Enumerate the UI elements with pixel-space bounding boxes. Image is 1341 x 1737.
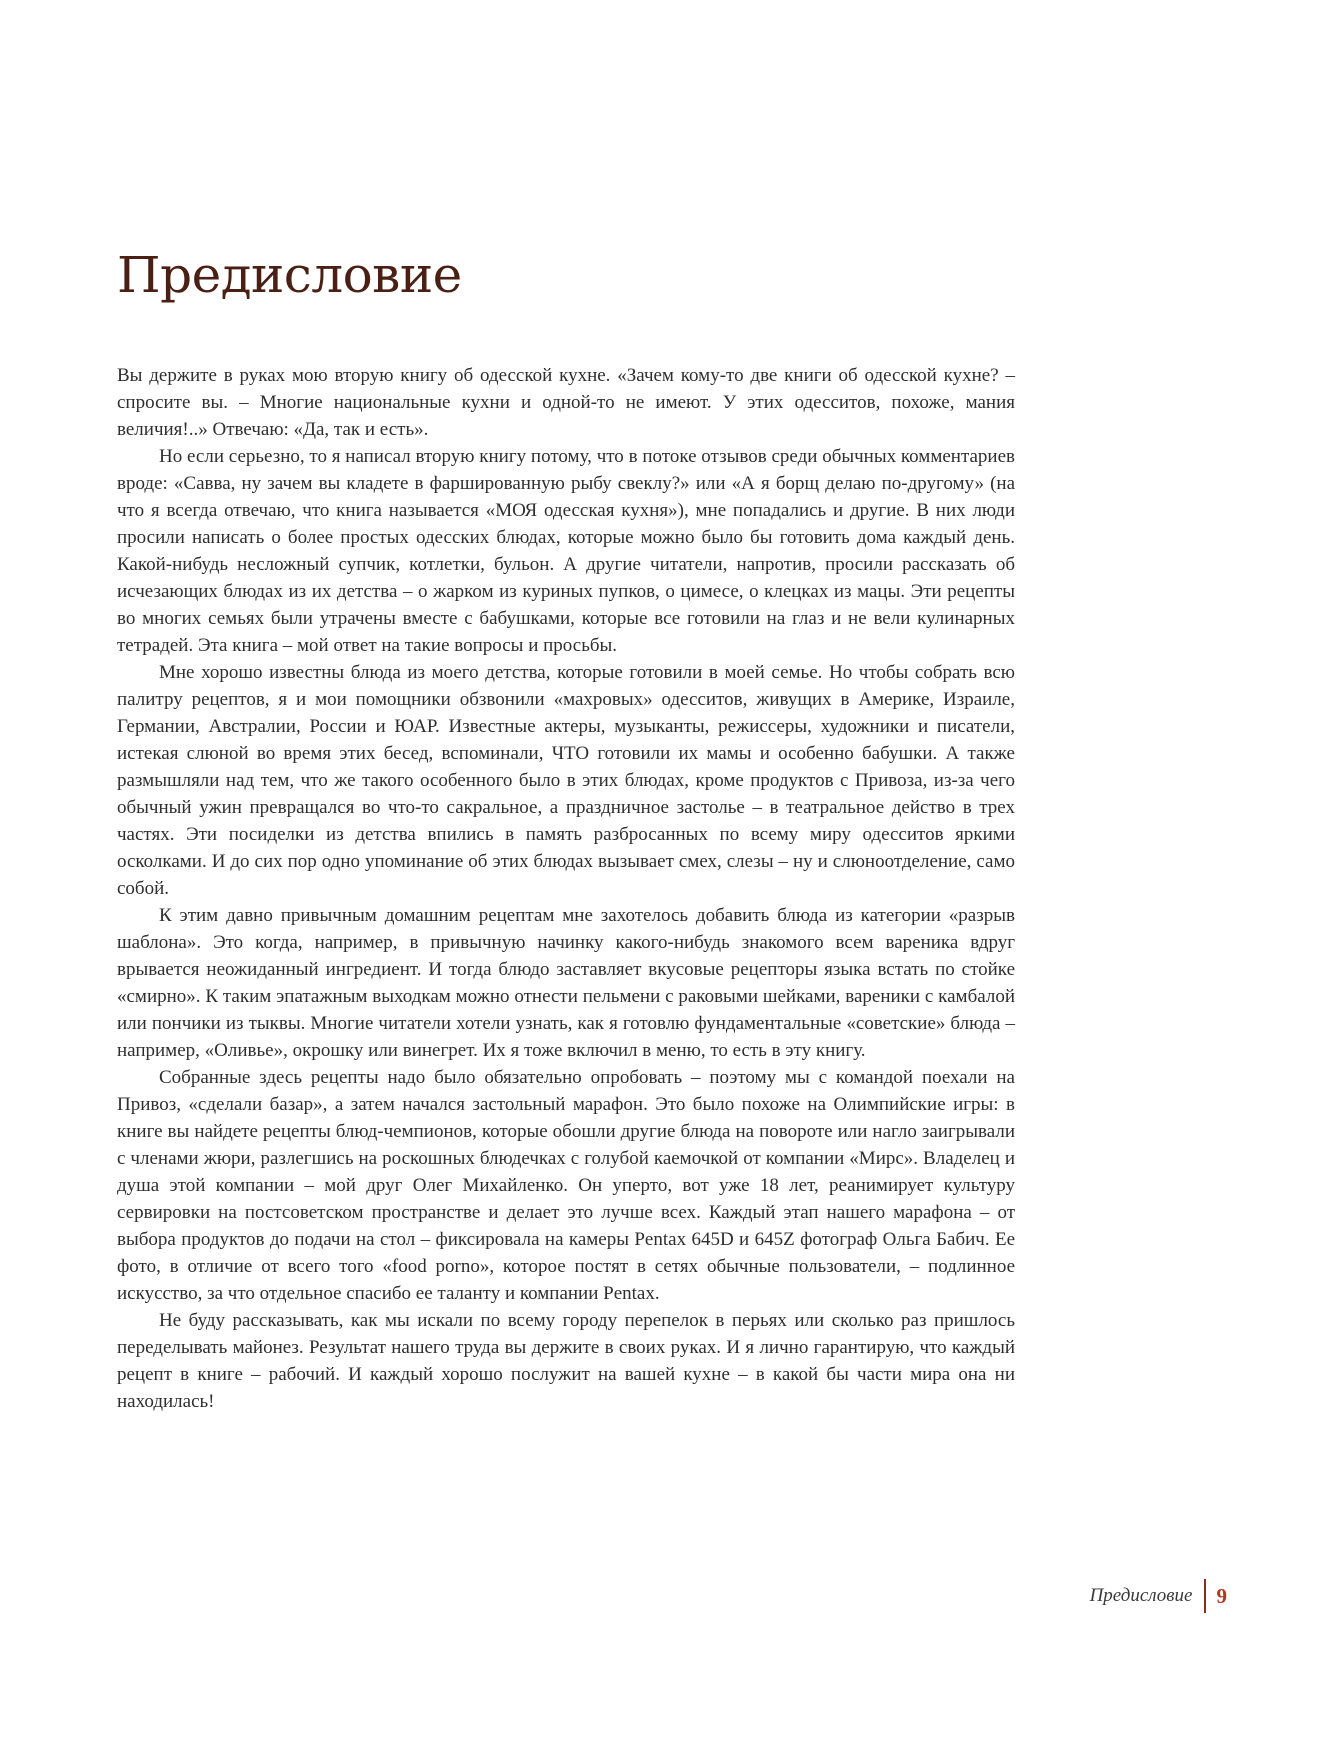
page-footer bbox=[1090, 1578, 1227, 1614]
paragraph-4: К этим давно привычным домашним рецептам мне захотелось добавить блюда из категории «разрыв шаблона». Это когда, например, в привычную начинку какого-нибудь знакомого всем вареника вдруг врывается неожиданный ингредиент. И тогда блюдо заставляет вкусовые рецепторы языка встать по стойке «смирно». К таким эпатажным выходкам можно отнести пельмени с раковыми шейками, вареники с камбалой или пончики из тыквы. Многие читатели хотели узнать, как я готовлю фундаментальные «советские» блюда – например, «Оливье», окрошку или винегрет. Их я тоже включил в меню, то есть в эту книгу. bbox=[117, 905, 1015, 1061]
body-text bbox=[117, 362, 1015, 1415]
paragraph-6: Не буду рассказывать, как мы искали по всему городу перепелок в перьях или сколько раз пришлось переделывать майонез. Результат нашего труда вы держите в своих руках. И я лично гарантирую, что каждый рецепт в книге – рабочий. И каждый хорошо послужит на вашей кухне – в какой бы части мира она ни находилась! bbox=[117, 1310, 1015, 1412]
page-number: 9 bbox=[1216, 1583, 1227, 1608]
paragraph-3: Мне хорошо известны блюда из моего детства, которые готовили в моей семье. Но чтобы собрать всю палитру рецептов, я и мои помощники обзвонили «махровых» одесситов, живущих в Америке, Израиле, Германии, Австралии, России и ЮАР. Известные актеры, музыканты, режиссеры, художники и писатели, истекая слюной во время этих бесед, вспоминали, ЧТО готовили их мамы и особенно бабушки. А также размышляли над тем, что же такого особенного было в этих блюдах, кроме продуктов с Привоза, из-за чего обычный ужин превращался во что-то сакральное, а праздничное застолье – в театральное действо в трех частях. Эти посиделки из детства впились в память разбросанных по всему миру одесситов яркими осколками. И до сих пор одно упоминание об этих блюдах вызывает смех, слезы – ну и слюноотделение, само собой. bbox=[117, 662, 1015, 899]
paragraph-1: Вы держите в руках мою вторую книгу об одесской кухне. «Зачем кому-то две книги об одесской кухне? – спросите вы. – Многие национальные кухни и одной-то не имеют. У этих одесситов, похоже, мания величия!..» Отвечаю: «Да, так и есть». bbox=[117, 365, 1015, 440]
paragraph-2: Но если серьезно, то я написал вторую книгу потому, что в потоке отзывов среди обычных комментариев вроде: «Савва, ну зачем вы кладете в фаршированную рыбу свеклу?» или «А я борщ делаю по-другому» (на что я всегда отвечаю, что книга называется «МОЯ одесская кухня»), мне попадались и другие. В них люди просили написать о более простых одесских блюдах, которые можно было бы готовить дома каждый день. Какой-нибудь несложный супчик, котлетки, бульон. А другие читатели, напротив, просили рассказать об исчезающих блюдах из их детства – о жарком из куриных пупков, о цимесе, о клецках из мацы. Эти рецепты во многих семьях были утрачены вместе с бабушками, которые все готовили на глаз и не вели кулинарных тетрадей. Эта книга – мой ответ на такие вопросы и просьбы. bbox=[117, 446, 1015, 656]
running-section-label: Предисловие bbox=[1089, 1585, 1193, 1606]
paragraph-5: Собранные здесь рецепты надо было обязательно опробовать – поэтому мы с командой поехали на Привоз, «сделали базар», а затем начался застольный марафон. Это было похоже на Олимпийские игры: в книге вы найдете рецепты блюд-чемпионов, которые обошли другие блюда на повороте или нагло заигрывали с членами жюри, разлегшись на роскошных блюдечках с голубой каемочкой от компании «Мирс». Владелец и душа этой компании – мой друг Олег Михайленко. Он уперто, вот уже 18 лет, реанимирует культуру сервировки на постсоветском пространстве и делает это лучше всех. Каждый этап нашего марафона – от выбора продуктов до подачи на стол – фиксировала на камеры Pentax 645D и 645Z фотограф Ольга Бабич. Ее фото, в отличие от всего того «food porno», которое постят в сетях обычные пользователи, – подлинное искусство, за что отдельное спасибо ее таланту и компании Pentax. bbox=[117, 1067, 1015, 1304]
page-title: Предисловие bbox=[117, 246, 462, 304]
